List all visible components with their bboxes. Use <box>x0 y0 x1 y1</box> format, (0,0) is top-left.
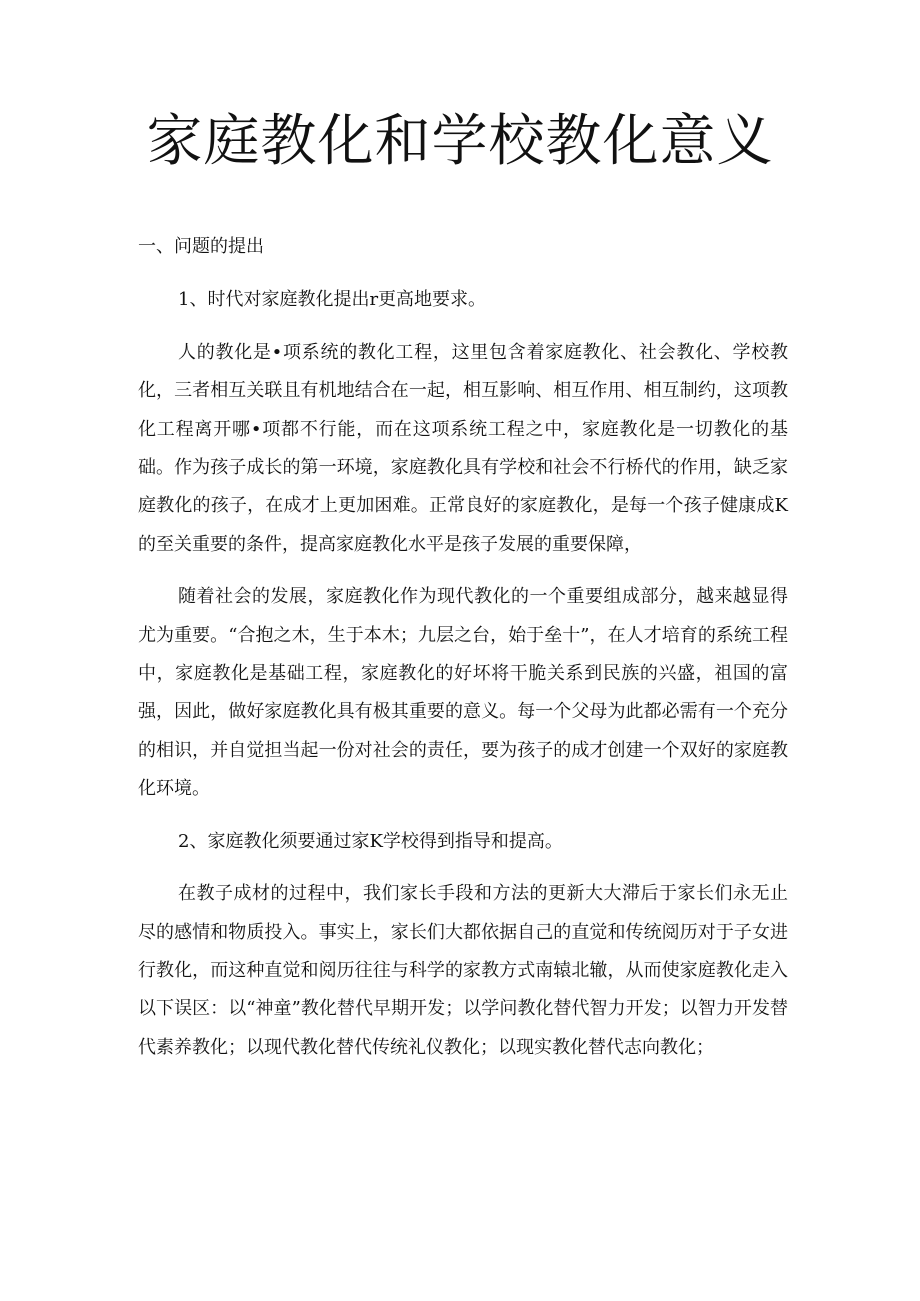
paragraph: 人的教化是•项系统的教化工程，这里包含着家庭教化、社会教化、学校教化，三者相互关联且有机地结合在一起，相互影响、相互作用、相互制约，这项教化工程离开哪•项都不行能，而在这项系统工程之中，家庭教化是一切教化的基础。作为孩子成长的第一环境，家庭教化具有学校和社会不行桥代的作用，缺乏家庭教化的孩子，在成才上更加困难。正常良好的家庭教化，是每一个孩子健康成K的至关重要的条件，提高家庭教化水平是孩子发展的重要保障， <box>138 341 788 555</box>
subsection-heading: 2、家庭教化须要通过家K学校得到指导和提高。 <box>178 830 563 852</box>
paragraph: 随着社会的发展，家庭教化作为现代教化的一个重要组成部分，越来越显得尤为重要。“合抱之木，生于本木；九层之台，始于垒十”，在人才培育的系统工程中，家庭教化是基础工程，家庭教化的好坏将干脆关系到民族的兴盛，祖国的富强，因此，做好家庭教化具有极其重要的意义。每一个父母为此都必需有一个充分的相识，并自觉担当起一份对社会的责任，要为孩子的成才创建一个双好的家庭教化环境。 <box>138 586 788 800</box>
document-body <box>138 228 788 1067</box>
paragraph: 在教子成材的过程中，我们家长手段和方法的更新大大滞后于家长们永无止尽的感情和物质投入。事实上，家长们大都依据自己的直觉和传统阅历对于子女进行教化，而这种直觉和阅历往往与科学的家教方式南辕北辙，从而使家庭教化走入以下误区：以“神童”教化替代早期开发；以学问教化替代智力开发；以智力开发替代素养教化；以现代教化替代传统礼仪教化；以现实教化替代志向教化； <box>138 883 788 1058</box>
document-title: 家庭教化和学校教化意义 <box>146 109 774 174</box>
subsection-heading: 1、时代对家庭教化提出r更高地要求。 <box>178 289 487 311</box>
section-heading: 一、问题的提出 <box>138 236 264 257</box>
